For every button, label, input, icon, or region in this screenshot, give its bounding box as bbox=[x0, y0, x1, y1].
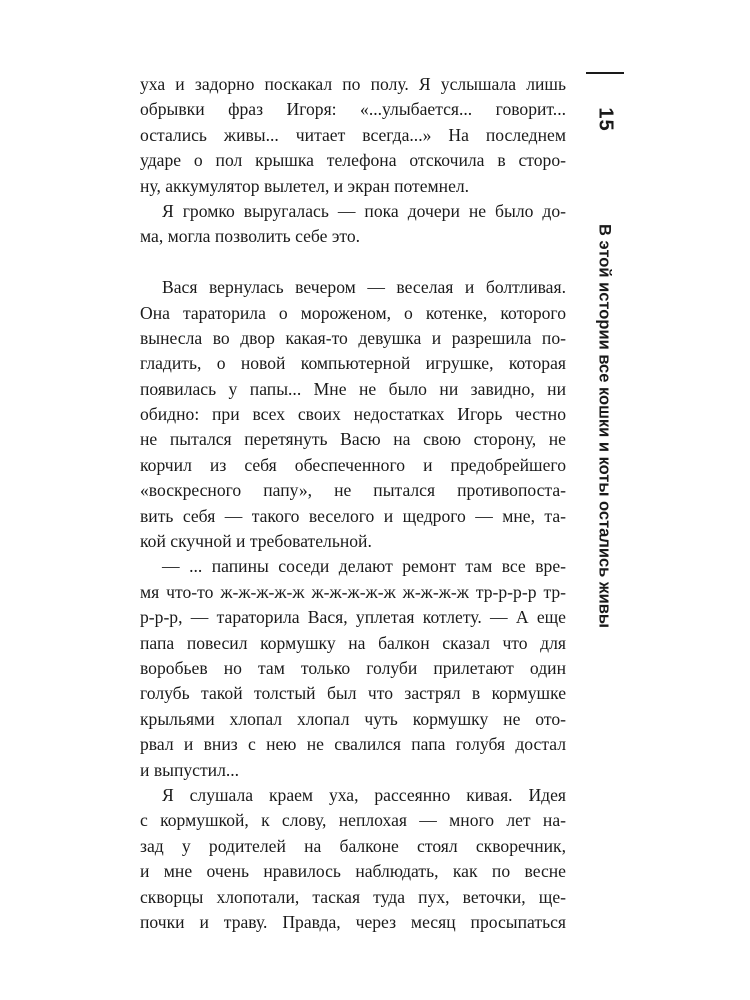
text-line: и мне очень нравилось наблюдать, как по весне bbox=[140, 861, 566, 882]
text-line: ударе о пол крышка телефона отскочила в сторо- bbox=[140, 150, 566, 171]
text-line: гладить, о новой компьютерной игрушке, которая bbox=[140, 353, 566, 374]
text-line: воробьев но там только голуби прилетают один bbox=[140, 657, 566, 678]
text-line: уха и задорно поскакал по полу. Я услышала лишь bbox=[140, 74, 566, 94]
text-line: вынесла во двор какая-то девушка и разрешила по- bbox=[140, 327, 566, 348]
text-line: и выпустил... bbox=[140, 759, 240, 780]
page-number: 15 bbox=[594, 107, 617, 132]
text-line: не пытался перетянуть Васю на свою сторону, не bbox=[140, 429, 566, 450]
text-line: появилась у папы... Мне не было ни завидно, ни bbox=[140, 378, 566, 399]
text-line: обрывки фраз Игоря: «...улыбается... говорит... bbox=[140, 99, 566, 120]
text-line: ну, аккумулятор вылетел, и экран потемнел. bbox=[140, 175, 470, 196]
text-line: ма, могла позволить себе это. bbox=[140, 226, 361, 247]
body-text bbox=[140, 72, 566, 935]
text-line: вить себя — такого веселого и щедрого — мне, та- bbox=[140, 505, 566, 526]
text-line: Я слушала краем уха, рассеянно кивая. Идея bbox=[162, 784, 566, 805]
header-rule bbox=[586, 72, 624, 74]
text-line: зад у родителей на балконе стоял скворечник, bbox=[140, 835, 566, 856]
text-line: Она тараторила о мороженом, о котенке, которого bbox=[140, 302, 566, 323]
text-line: р-р-р, — тараторила Вася, уплетая котлету. — А еще bbox=[140, 607, 566, 628]
text-line: почки и траву. Правда, через месяц просыпаться bbox=[140, 911, 566, 932]
text-line: скворцы хлопотали, таская туда пух, веточки, ще- bbox=[140, 886, 566, 907]
paragraph-break bbox=[140, 250, 566, 275]
text-line: обидно: при всех своих недостатках Игорь честно bbox=[140, 404, 566, 425]
text-line: с кормушкой, к слову, неплохая — много лет на- bbox=[140, 810, 566, 831]
text-line: Вася вернулась вечером — веселая и болтливая. bbox=[162, 277, 566, 298]
text-line: «воскресного папу», не пытался противопоста- bbox=[140, 480, 566, 501]
text-line: мя что-то ж-ж-ж-ж-ж ж-ж-ж-ж-ж ж-ж-ж-ж тр-р-р-р тр- bbox=[140, 581, 566, 602]
text-line: — ... папины соседи делают ремонт там все вре- bbox=[162, 556, 566, 577]
text-line: корчил из себя обеспеченного и предобрейшего bbox=[140, 454, 566, 475]
text-line: крыльями хлопал хлопал чуть кормушку не ото- bbox=[140, 708, 566, 729]
text-line: Я громко выругалась — пока дочери не было до- bbox=[162, 200, 566, 221]
text-line: кой скучной и требовательной. bbox=[140, 531, 372, 552]
text-line: голубь такой толстый был что застрял в кормушке bbox=[140, 683, 566, 704]
text-line: рвал и вниз с нею не свалился папа голубя достал bbox=[140, 734, 566, 755]
text-line: папа повесил кормушку на балкон сказал что для bbox=[140, 632, 566, 653]
running-title: В этой истории все кошки и коты остались живы bbox=[595, 224, 614, 628]
text-line: остались живы... читает всегда...» На последнем bbox=[140, 124, 566, 145]
